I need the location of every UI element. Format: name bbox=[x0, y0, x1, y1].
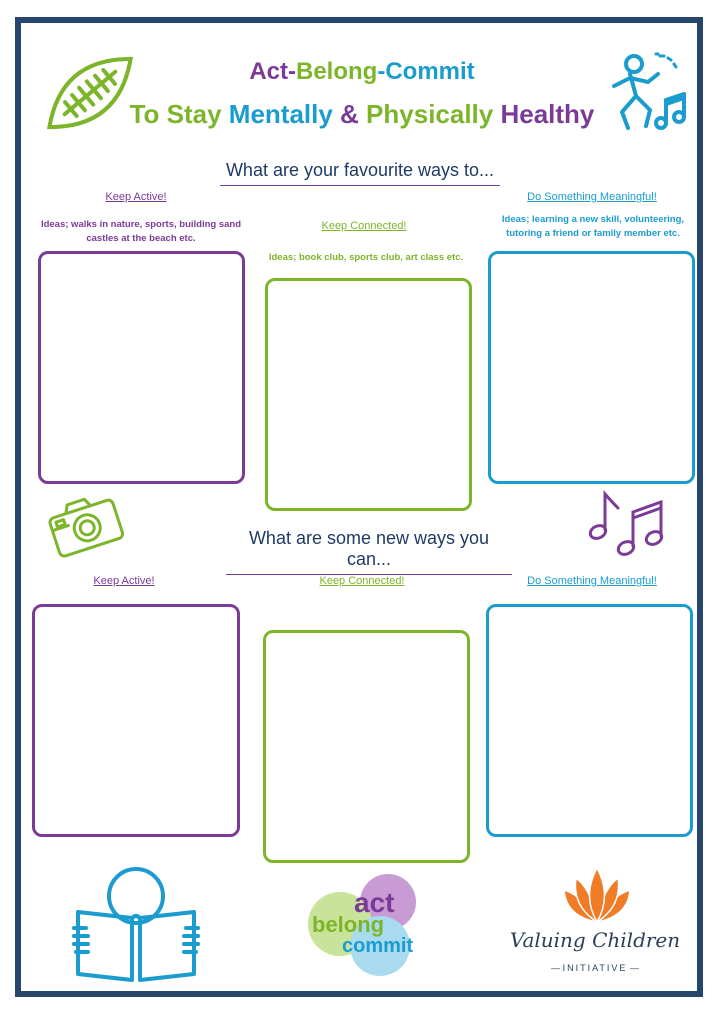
title-belong: Belong bbox=[296, 58, 378, 85]
abc-commit-text: commit bbox=[342, 935, 414, 957]
subtitle-part: Physically bbox=[366, 99, 494, 129]
title-act: Act bbox=[249, 58, 288, 85]
subtitle-part: & bbox=[332, 99, 367, 129]
football-icon bbox=[35, 38, 145, 148]
initiative-line bbox=[540, 958, 650, 976]
keep-active-ideas: Ideas; walks in nature, sports, building sand castles at the beach etc. bbox=[40, 219, 242, 244]
title-dash: - bbox=[288, 58, 296, 85]
keep-active-label: Keep Active! bbox=[93, 575, 155, 587]
section2-heading: What are some new ways you can... bbox=[226, 528, 512, 575]
camera-icon bbox=[46, 492, 126, 556]
lotus-icon bbox=[562, 866, 632, 924]
abc-belong-text: belong bbox=[312, 912, 385, 937]
act-belong-commit-logo bbox=[306, 872, 418, 978]
keep-connected-ideas: Ideas; book club, sports club, art class etc. bbox=[268, 252, 464, 263]
keep-connected-label: Keep Connected! bbox=[321, 220, 407, 232]
do-something-meaningful-label: Do Something Meaningful! bbox=[527, 575, 657, 587]
do-something-meaningful-answer-box[interactable] bbox=[488, 251, 695, 484]
keep-active-answer-box[interactable] bbox=[38, 251, 245, 484]
do-something-meaningful-new-box[interactable] bbox=[486, 604, 693, 837]
subtitle-part: Mentally bbox=[228, 99, 333, 129]
initiative-text: INITIATIVE bbox=[562, 963, 628, 973]
valuing-children-logo-text: Valuing Children bbox=[509, 928, 681, 952]
keep-connected-label: Keep Connected! bbox=[319, 575, 405, 587]
section1-heading: What are your favourite ways to... bbox=[220, 160, 500, 186]
keep-active-label: Keep Active! bbox=[105, 191, 167, 203]
title-dash: - bbox=[377, 58, 386, 85]
abc-act-text: act bbox=[354, 887, 395, 918]
dash-right: — bbox=[627, 963, 639, 973]
title-commit: Commit bbox=[385, 58, 475, 85]
keep-connected-answer-box[interactable] bbox=[265, 278, 472, 511]
do-something-meaningful-label: Do Something Meaningful! bbox=[527, 191, 657, 203]
music-notes-icon bbox=[588, 488, 670, 560]
subtitle-part: To Stay bbox=[129, 99, 229, 129]
reading-child-icon bbox=[72, 866, 200, 986]
keep-connected-new-box[interactable] bbox=[263, 630, 470, 863]
dancer-icon bbox=[610, 52, 698, 134]
keep-active-new-box[interactable] bbox=[32, 604, 240, 837]
subtitle-part: Healthy bbox=[493, 99, 595, 129]
do-something-meaningful-ideas: Ideas; learning a new skill, volunteering, tutoring a friend or family member etc. bbox=[501, 214, 685, 239]
dash-left: — bbox=[551, 963, 563, 973]
